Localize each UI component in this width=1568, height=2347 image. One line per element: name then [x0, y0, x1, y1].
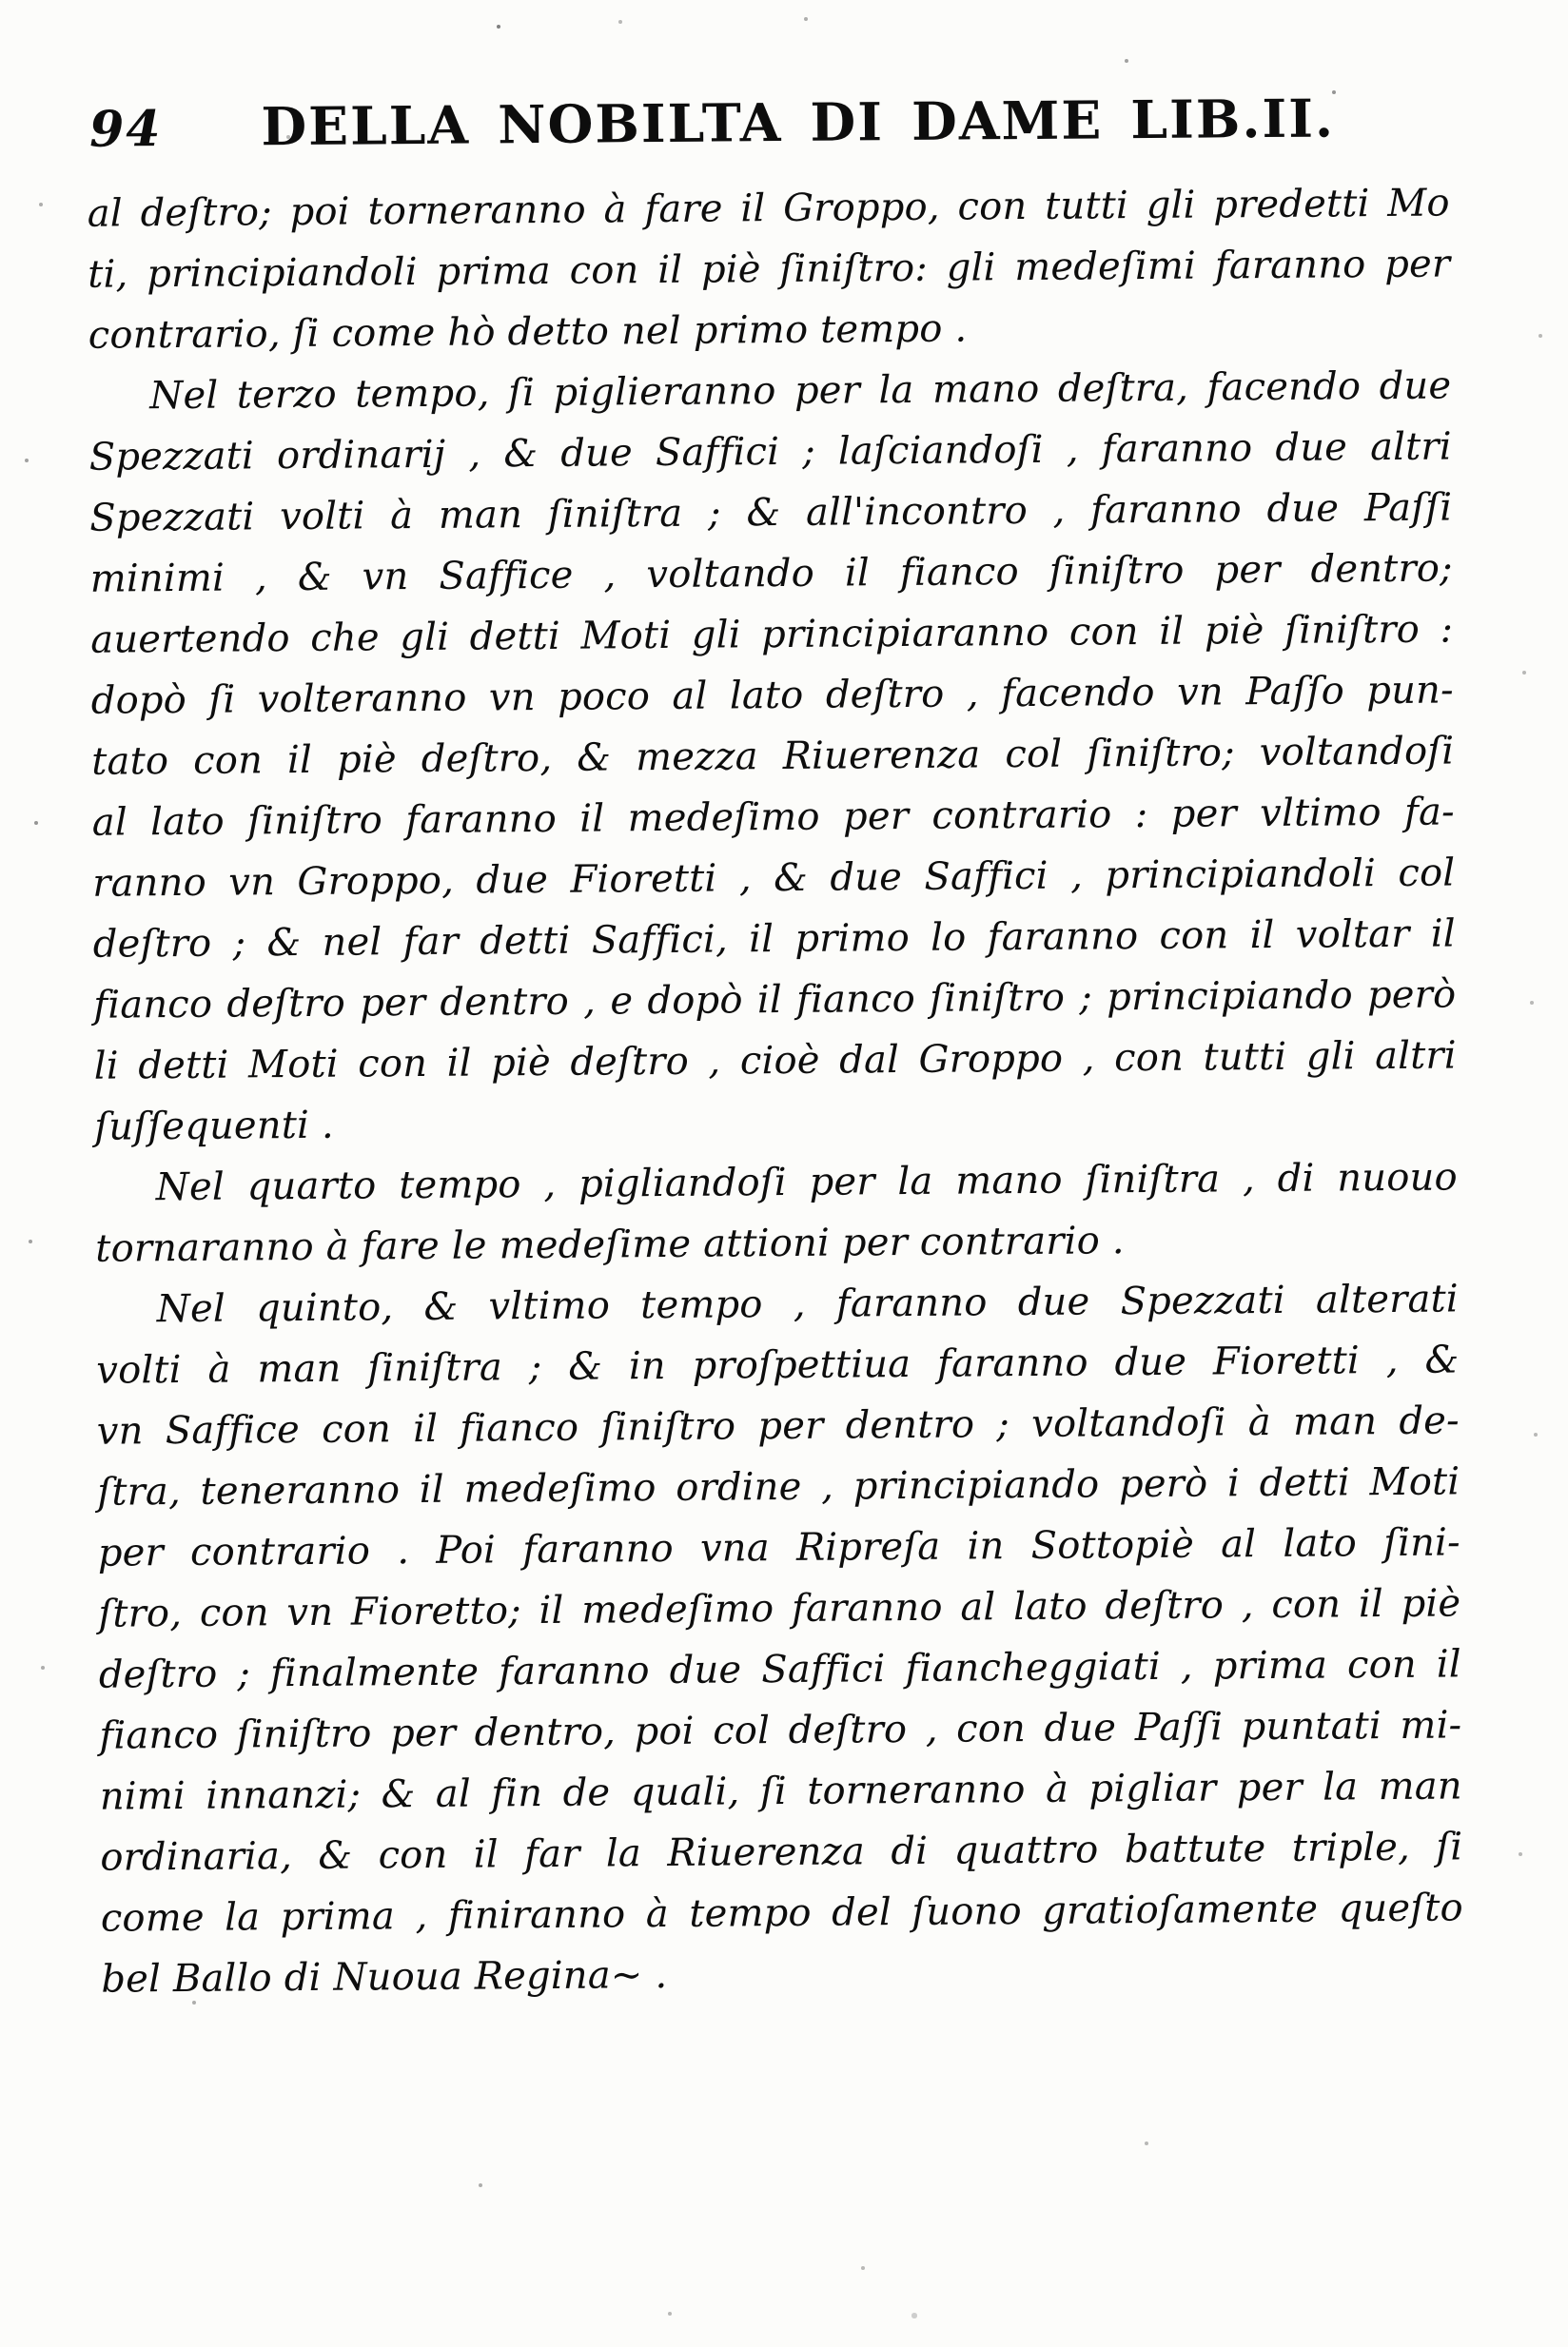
- text-line: Nel quarto tempo , pigliandoſi per la mano ſiniſtra , di nuouo: [155, 1155, 1458, 1210]
- text-line: auertendo che gli detti Moti gli principiaranno con il piè ſiniſtro :: [90, 607, 1454, 662]
- text-line: bel Ballo di Nuoua Regina~ .: [101, 1953, 668, 2002]
- text-block: [88, 172, 1464, 2009]
- text-line: ſtro, con vn Fioretto; il medeſimo faranno al lato deſtro , con il piè: [98, 1581, 1461, 1636]
- text-line: li detti Moti con il piè deſtro , cioè dal Groppo , con tutti gli altri: [93, 1033, 1457, 1088]
- text-line: al lato ſiniſtro faranno il medeſimo per contrario : per vltimo fa-: [91, 790, 1455, 845]
- text-line: Spezzati volti à man ſiniſtra ; & all'incontro , faranno due Paſſi: [89, 485, 1453, 540]
- text-line: Spezzati ordinarij , & due Saffici ; laſciandoſi , faranno due altri: [88, 424, 1452, 479]
- running-header: [0, 0, 1564, 159]
- text-line: dopò ſi volteranno vn poco al lato deſtro , facendo vn Paſſo pun-: [90, 668, 1454, 723]
- page-number: 94: [88, 100, 163, 159]
- text-line: come la prima , finiranno à tempo del ſuono gratioſamente queſto: [100, 1886, 1463, 1941]
- text-line: Nel quinto, & vltimo tempo , faranno due Spezzati alterati: [156, 1277, 1459, 1332]
- text-line: deſtro ; & nel far detti Saffici, il primo lo faranno con il voltar il: [92, 911, 1456, 967]
- text-line: per contrario . Poi faranno vna Ripreſa in Sottopiè al lato ſini-: [97, 1520, 1460, 1575]
- running-title: DELLA NOBILTA DI DAME LIB.II.: [261, 87, 1336, 158]
- text-line: al deſtro; poi torneranno à fare il Groppo, con tutti gli predetti Mo: [87, 181, 1450, 236]
- text-line: ranno vn Groppo, due Fioretti , & due Saffici , principiandoli col: [92, 851, 1456, 906]
- text-line: fianco deſtro per dentro , e dopò il fianco ſiniſtro ; principiando però: [93, 972, 1457, 1027]
- text-line: contrario, ſi come hò detto nel primo tempo .: [88, 306, 968, 358]
- text-line: tato con il piè deſtro, & mezza Riuerenza col ſiniſtro; voltandoſi: [91, 729, 1455, 784]
- text-line: ſuſſequenti .: [94, 1103, 335, 1149]
- scan-noise-speckles: [0, 0, 2, 2]
- text-line: ti, principiandoli prima con il piè ſiniſtro: gli medeſimi faranno per: [88, 242, 1451, 297]
- text-line: nimi innanzi; & al fin de quali, ſi torneranno à pigliar per la man: [99, 1764, 1462, 1819]
- text-line: minimi , & vn Saffice , voltando il fianco ſiniſtro per dentro;: [89, 546, 1453, 601]
- text-line: vn Saffice con il fianco ſiniſtro per dentro ; voltandoſi à man de-: [96, 1398, 1460, 1454]
- text-line: fianco ſiniſtro per dentro, poi col deſtro , con due Paſſi puntati mi-: [99, 1703, 1462, 1758]
- text-line: Nel terzo tempo, ſi piglieranno per la mano deſtra, facendo due: [149, 363, 1452, 419]
- text-line: volti à man ſiniſtra ; & in proſpettiua faranno due Fioretti , &: [96, 1338, 1460, 1393]
- text-line: tornaranno à fare le medeſime attioni per contrario .: [95, 1219, 1125, 1271]
- text-line: ſtra, teneranno il medeſimo ordine , principiando però i detti Moti: [97, 1459, 1460, 1515]
- text-line: ordinaria, & con il far la Riuerenza di quattro battute triple, ſi: [100, 1825, 1463, 1880]
- text-line: deſtro ; finalmente faranno due Saffici fiancheggiati , prima con il: [98, 1642, 1461, 1697]
